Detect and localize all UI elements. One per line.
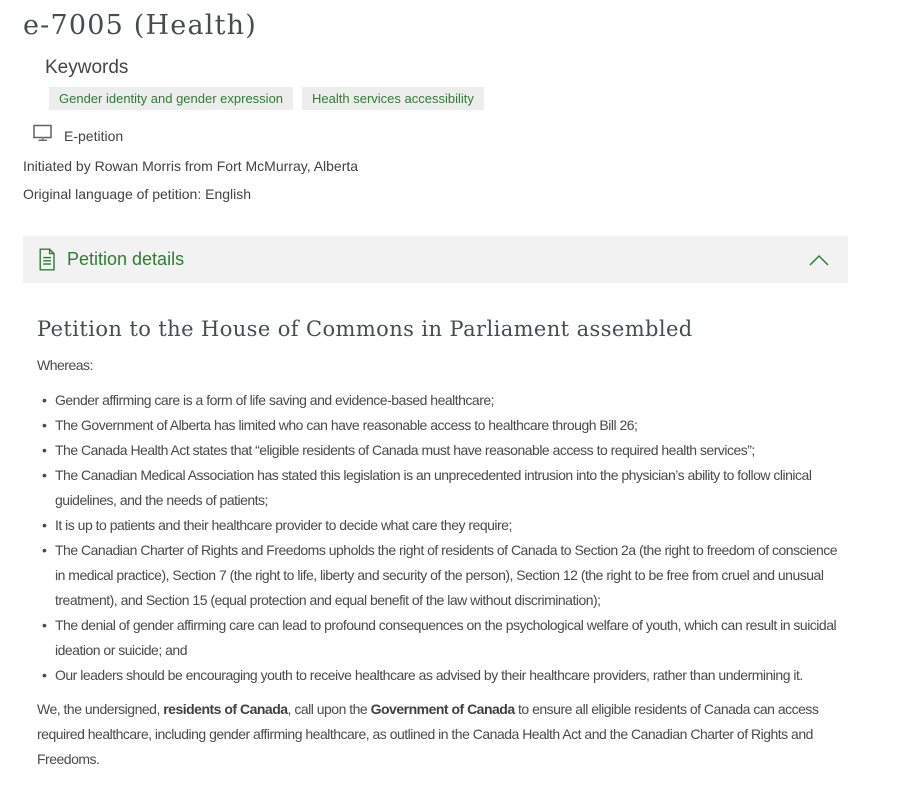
keyword-tags — [49, 87, 905, 110]
petition-type-row — [33, 124, 905, 147]
closing-text-suffix: to ensure all eligible residents of Canada can access required healthcare, including gender affirming healthcare, as outlined in the Canada Health Act and the Canadian Charter of Rights and Freedoms. — [37, 701, 819, 767]
keyword-tag-gender-identity[interactable]: Gender identity and gender expression — [49, 87, 293, 110]
petition-type-label: E-petition — [64, 127, 124, 144]
whereas-item: • The Canadian Medical Association has stated this legislation is an unprecedented intrusion into the physician’s ability to follow clinical guidelines, and the needs of patients; — [55, 463, 848, 513]
petition-details-accordion-header[interactable] — [23, 236, 848, 283]
initiated-by-text: Initiated by Rowan Morris from Fort McMurray, Alberta — [23, 158, 359, 174]
whereas-item: • The denial of gender affirming care can lead to profound consequences on the psychological welfare of youth, which can result in suicidal ideation or suicide; and — [55, 613, 848, 663]
whereas-item: • Our leaders should be encouraging youth to receive healthcare as advised by their healthcare providers, rather than undermining it. — [55, 663, 848, 688]
keywords-section — [45, 56, 905, 110]
monitor-icon — [33, 124, 53, 147]
whereas-item: • The Canada Health Act states that “eligible residents of Canada must have reasonable access to required health services”; — [55, 438, 848, 463]
closing-text-prefix: We, the undersigned, — [37, 701, 164, 717]
whereas-item: • The Government of Alberta has limited who can have reasonable access to healthcare through Bill 26; — [55, 413, 848, 438]
keywords-heading: Keywords — [45, 57, 129, 78]
page-title: e-7005 (Health) — [23, 10, 257, 41]
chevron-up-icon — [808, 253, 830, 267]
original-language-text: Original language of petition: English — [23, 186, 252, 202]
whereas-item: • It is up to patients and their healthcare provider to decide what care they require; — [55, 513, 848, 538]
closing-paragraph — [37, 697, 848, 772]
whereas-item: • The Canadian Charter of Rights and Freedoms upholds the right of residents of Canada to Section 2a (the right to freedom of conscience in medical practice), Section 7 (the right to life, liberty and security of the person), Section 12 (the right to be free from cruel and unusual treatment), and Section 15 (equal protection and equal benefit of the law without discrimination); — [55, 538, 848, 613]
closing-text-middle: , call upon the — [287, 701, 371, 717]
closing-bold-residents: residents of Canada — [163, 701, 288, 717]
petition-details-body — [37, 316, 848, 772]
document-icon — [38, 248, 56, 271]
keyword-tag-health-services[interactable]: Health services accessibility — [302, 87, 484, 110]
petition-heading: Petition to the House of Commons in Parliament assembled — [37, 317, 693, 341]
whereas-list — [37, 388, 848, 688]
accordion-title: Petition details — [67, 249, 185, 269]
whereas-item: • Gender affirming care is a form of life saving and evidence-based healthcare; — [55, 388, 848, 413]
whereas-label: Whereas: — [37, 357, 93, 373]
closing-bold-government: Government of Canada — [370, 701, 515, 717]
